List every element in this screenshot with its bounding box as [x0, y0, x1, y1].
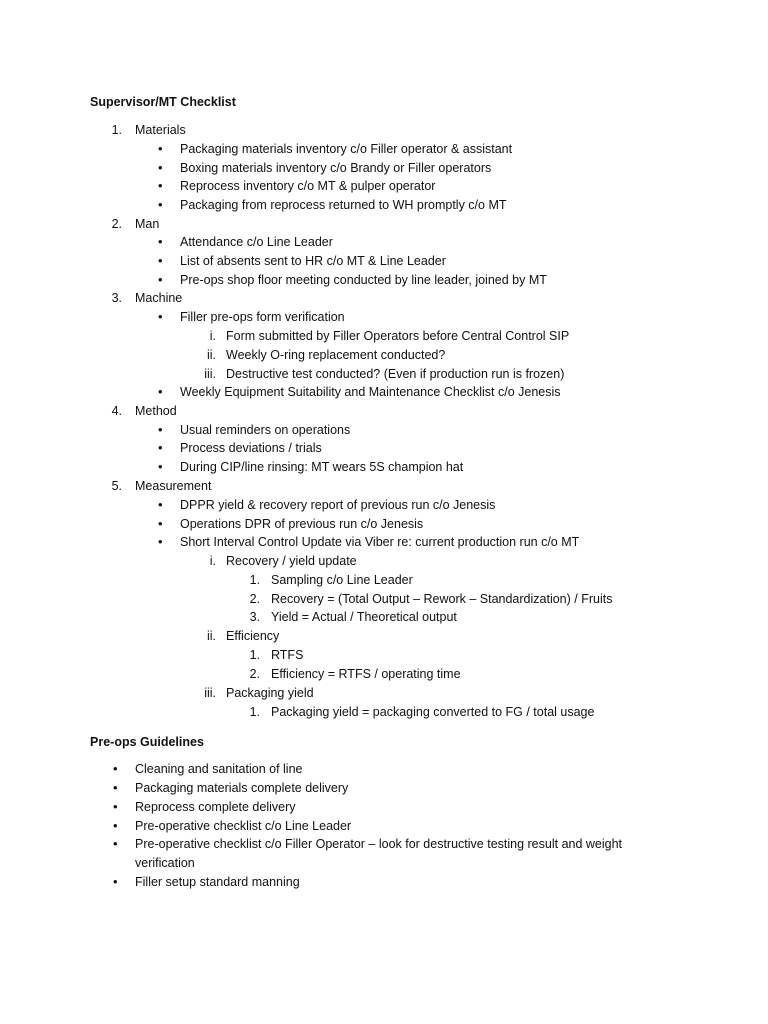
bullet-icon: •	[113, 836, 118, 851]
list-number: 2.	[249, 667, 260, 681]
list-label: Measurement	[135, 479, 212, 493]
checklist-title: Supervisor/MT Checklist	[90, 95, 236, 109]
bullet-icon: •	[158, 272, 163, 287]
bullet-icon: •	[158, 516, 163, 531]
bullet-icon: •	[113, 761, 118, 776]
roman-numeral: iii.	[204, 367, 216, 381]
bullet-icon: •	[113, 780, 118, 795]
list-label: Method	[135, 404, 177, 418]
document-page: Supervisor/MT Checklist 1. Materials • Packaging materials inventory c/o Filler operator & assistant • Boxing materials inventory c/o Brandy or Filler operators • Reprocess inventory c/o MT & pulper operator • Packaging from reprocess returned to WH promptly c/o MT 2. Man • Attendance c/o Line Leader • List of absents sent to HR c/o MT & Line Leader • Pre-ops shop floor meeting conducted by line leader, joined by MT 3. Machine • Filler pre-ops form verification i. Form submitted by Filler Operators before Central Control SIP ii. Weekly O-ring replacement conducted? iii. Destructive test conducted? (Even if production run is frozen) • Weekly Equipment Suitability and Maintenance Checklist c/o Jenesis 4. Method • Usual reminders on operations • Process deviations / trials • During CIP/line rinsing: MT wears 5S champion hat 5. Measurement • DPPR yield & recovery report of previous run c/o Jenesis • Operations DPR of previous run c/o Jenesis • Short Interval Control Update via Viber re: current production run c/o MT i. Recovery / yield update 1. Sampling c/o Line Leader 2. Recovery = (Total Output – Rework – Standardization) / Fruits 3. Yield = Actual / Theoretical output ii. Efficiency 1. RTFS 2. Efficiency = RTFS / operating time iii. Packaging yield 1. Packaging yield = packaging converted to FG / total usage Pre-ops Guidelines • Cleaning and sanitation of line • Packaging materials complete delivery • Reprocess complete delivery • Pre-operative checklist c/o Line Leader • Pre-operative checklist c/o Filler Operator – look for destructive testing result and weight verification • Filler setup standard manning	[0, 0, 768, 1024]
list-number: 3.	[111, 291, 122, 305]
bullet-icon: •	[158, 309, 163, 324]
bullet-icon: •	[158, 459, 163, 474]
roman-numeral: i.	[209, 554, 216, 568]
list-number: 3.	[249, 610, 260, 624]
list-number: 2.	[111, 217, 122, 231]
list-number: 4.	[111, 404, 122, 418]
roman-numeral: ii.	[206, 348, 216, 362]
bullet-icon: •	[113, 799, 118, 814]
list-number: 1.	[111, 123, 122, 137]
list-number: 2.	[249, 592, 260, 606]
bullet-icon: •	[158, 234, 163, 249]
list-label: Man	[135, 217, 160, 231]
roman-numeral: ii.	[206, 629, 216, 643]
bullet-icon: •	[158, 440, 163, 455]
bullet-icon: •	[158, 534, 163, 549]
roman-numeral: i.	[209, 329, 216, 343]
bullet-icon: •	[158, 178, 163, 193]
list-label: Machine	[135, 291, 183, 305]
bullet-icon: •	[113, 874, 118, 889]
bullet-icon: •	[158, 384, 163, 399]
bullet-icon: •	[158, 422, 163, 437]
bullet-icon: •	[113, 818, 118, 833]
bullet-icon: •	[158, 141, 163, 156]
roman-numeral: iii.	[204, 686, 216, 700]
guidelines-title: Pre-ops Guidelines	[90, 735, 204, 749]
list-label: Materials	[135, 123, 186, 137]
list-number: 1.	[249, 705, 260, 719]
list-number: 5.	[111, 479, 122, 493]
bullet-icon: •	[158, 197, 163, 212]
list-number: 1.	[249, 648, 260, 662]
bullet-icon: •	[158, 253, 163, 268]
list-number: 1.	[249, 573, 260, 587]
bullet-icon: •	[158, 497, 163, 512]
bullet-icon: •	[158, 160, 163, 175]
